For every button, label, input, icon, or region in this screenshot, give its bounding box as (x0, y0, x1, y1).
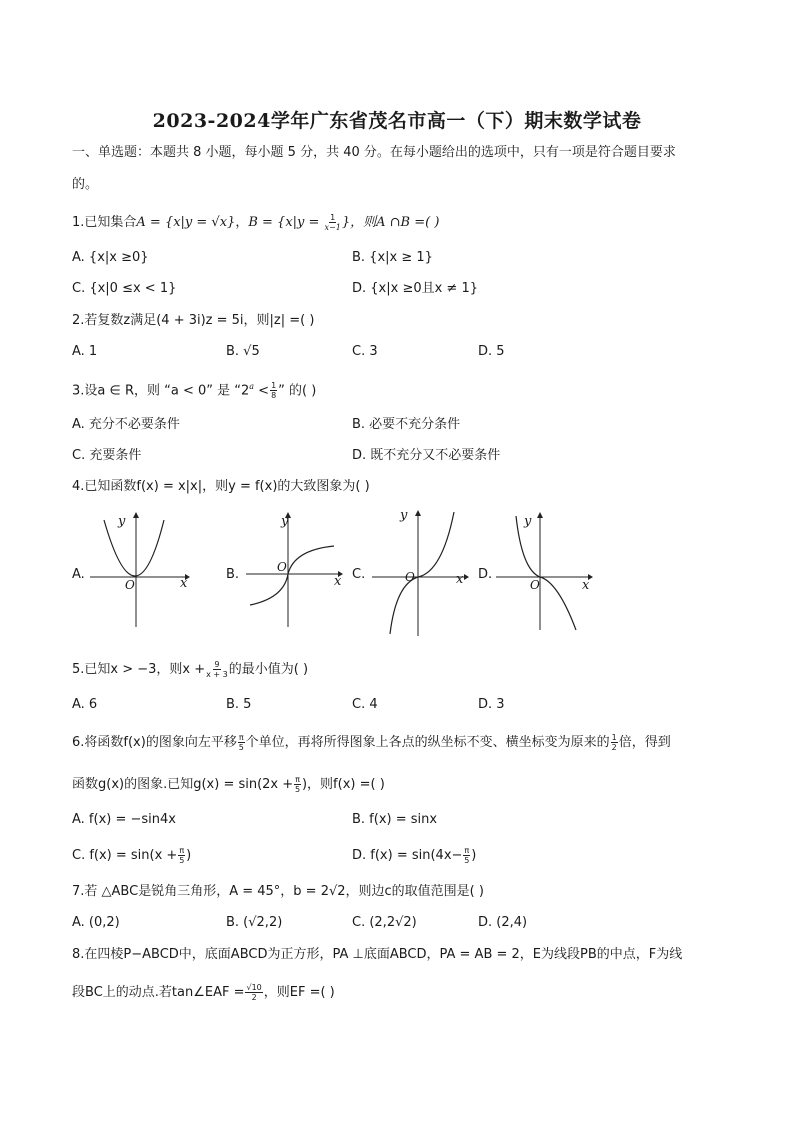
question-6-line2 (72, 775, 385, 794)
q6-option-c[interactable] (72, 846, 191, 865)
q1-set-b-pre: B = {x|y = (248, 215, 320, 230)
curve (390, 512, 454, 634)
q6-half-fraction (611, 733, 618, 752)
q6-option-d-text: D. f(x) = sin(4x− (352, 848, 463, 863)
axis-y-label: y (281, 514, 289, 529)
q5-frac-den: x + 3 (206, 670, 228, 679)
axis-x-label: x (180, 576, 188, 591)
axis-x-label: x (582, 578, 590, 593)
q4-graph-c[interactable] (372, 508, 472, 640)
q3-fraction (270, 381, 277, 400)
origin-label: O (530, 578, 540, 592)
axis-x-label: x (456, 572, 464, 587)
q3-stem-post: ” 的( ) (278, 383, 317, 399)
question-1-stem (72, 213, 439, 232)
q7-option-b[interactable]: B. (√2,2) (226, 915, 283, 930)
q6-d-num: π (464, 846, 470, 855)
q3-exponent: a (249, 382, 255, 391)
q5-option-c[interactable]: C. 4 (352, 697, 378, 712)
q1-sep: ， (235, 215, 249, 230)
question-2-stem: 2.若复数z满足(4 + 3i)z = 5i，则|z| =( ) (72, 313, 315, 328)
origin-label: O (405, 570, 415, 584)
q6-option-c-close: ) (186, 848, 192, 863)
axis-y-label: y (524, 514, 532, 529)
q5-fraction (206, 660, 228, 679)
q2-option-c[interactable]: C. 3 (352, 344, 378, 359)
q6-option-c-text: C. f(x) = sin(x + (72, 848, 178, 863)
q3-frac-den: 8 (271, 391, 277, 401)
q3-stem-pre: 3.设a ∈ R，则 “a < 0” 是 “2 (72, 383, 250, 399)
q4-graph-b[interactable] (246, 512, 346, 631)
q6-option-d-fraction (463, 846, 470, 865)
q3-frac-num: 1 (271, 381, 277, 391)
q8-line2-pre: 段BC上的动点.若tan∠EAF = (72, 985, 245, 1000)
question-6-line1 (72, 733, 671, 752)
q3-option-d[interactable]: D. 既不充分又不必要条件 (352, 448, 501, 463)
q4-option-b-label[interactable]: B. (226, 567, 240, 582)
question-5-stem (72, 660, 308, 679)
curve (516, 516, 576, 630)
q3-option-a[interactable]: A. 充分不必要条件 (72, 417, 180, 432)
q1-set-a: A = {x|y = √x} (136, 215, 236, 230)
q6-line2-post: )，则f(x) =( ) (301, 777, 385, 792)
q6-option-a[interactable]: A. f(x) = −sin4x (72, 812, 176, 827)
q6-d-den: 5 (464, 856, 470, 865)
q2-option-d[interactable]: D. 5 (478, 344, 505, 359)
q7-option-a[interactable]: A. (0,2) (72, 915, 120, 930)
q5-frac-num: 9 (214, 660, 220, 669)
axis-y-label: y (118, 514, 126, 529)
q7-option-d[interactable]: D. (2,4) (478, 915, 528, 930)
section-heading: 一、单选题：本题共 8 小题，每小题 5 分，共 40 分。在每小题给出的选项中，只有一项是符合题目要求 (72, 145, 676, 160)
q8-frac-num: √10 (246, 983, 262, 992)
q4-option-c-label[interactable]: C. (352, 567, 366, 582)
axis-x-label: x (334, 574, 342, 589)
q2-option-b[interactable]: B. √5 (226, 344, 260, 359)
q3-lt: < (254, 383, 270, 399)
q6-half-den: 2 (611, 743, 617, 752)
q6-option-d-close: ) (471, 848, 477, 863)
q1-frac-num: 1 (330, 213, 336, 222)
q1-option-d[interactable]: D. {x|x ≥0且x ≠ 1} (352, 281, 479, 296)
q1-frac-den: x−1 (324, 223, 341, 232)
y-arrow-icon (133, 512, 139, 518)
q1-option-c[interactable]: C. {x|0 ≤x < 1} (72, 281, 177, 296)
q6-line2-den: 5 (295, 785, 301, 794)
origin-label: O (277, 560, 287, 574)
x-arrow-icon (464, 574, 469, 580)
q8-frac-den: 2 (251, 993, 257, 1002)
q6-line1-pre: 6.将函数f(x)的图象向左平移 (72, 735, 237, 750)
q1-fraction (325, 213, 341, 232)
q6-pi-den: 5 (238, 743, 244, 752)
q6-option-c-fraction (178, 846, 185, 865)
q5-option-a[interactable]: A. 6 (72, 697, 98, 712)
q6-line2-pre: 函数g(x)的图象.已知g(x) = sin(2x + (72, 777, 294, 792)
q8-fraction (245, 983, 262, 1002)
q6-line1-mid: 个单位，再将所得图象上各点的纵坐标不变、横坐标变为原来的 (245, 735, 610, 750)
curve (250, 546, 334, 605)
y-arrow-icon (415, 510, 421, 516)
q4-option-d-label[interactable]: D. (478, 567, 493, 582)
axis-y-label: y (400, 508, 408, 523)
page-title: 2023-2024学年广东省茂名市高一（下）期末数学试卷 (152, 110, 642, 132)
q6-pi-fraction (238, 733, 245, 752)
q3-option-c[interactable]: C. 充要条件 (72, 448, 142, 463)
y-arrow-icon (537, 512, 543, 518)
q6-pi-num: π (238, 733, 244, 742)
q6-line2-fraction (294, 775, 301, 794)
q1-set-b-post: }，则A ∩B =( ) (341, 215, 440, 230)
question-4-stem: 4.已知函数f(x) = x|x|，则y = f(x)的大致图象为( ) (72, 479, 370, 494)
q7-option-c[interactable]: C. (2,2√2) (352, 915, 417, 930)
question-8-line1: 8.在四棱P−ABCD中，底面ABCD为正方形，PA ⊥底面ABCD，PA = AB = 2，E为线段PB的中点，F为线 (72, 947, 683, 962)
q8-line2-post: ，则EF =( ) (263, 985, 335, 1000)
q1-option-b[interactable]: B. {x|x ≥ 1} (352, 250, 433, 265)
q6-half-num: 1 (611, 733, 617, 742)
q6-c-den: 5 (179, 856, 185, 865)
q3-option-b[interactable]: B. 必要不充分条件 (352, 417, 461, 432)
curve (104, 520, 164, 576)
q5-stem-pre: 5.已知x > −3，则x + (72, 662, 206, 677)
question-3-stem (72, 378, 316, 400)
origin-label: O (125, 578, 135, 592)
q6-line2-num: π (295, 775, 300, 784)
q4-graph-d[interactable] (496, 512, 596, 634)
q1-option-a[interactable]: A. {x|x ≥0} (72, 250, 149, 265)
q5-option-b[interactable]: B. 5 (226, 697, 252, 712)
q5-option-d[interactable]: D. 3 (478, 697, 505, 712)
q6-option-b[interactable]: B. f(x) = sinx (352, 812, 438, 827)
q1-stem-pre: 1.已知集合 (72, 215, 137, 230)
section-heading-cont: 的。 (72, 177, 99, 192)
q6-line1-post: 倍，得到 (618, 735, 671, 750)
q4-option-a-label[interactable]: A. (72, 567, 85, 582)
q4-graph-a[interactable] (90, 512, 190, 631)
q5-stem-post: 的最小值为( ) (228, 662, 309, 677)
question-7-stem: 7.若 △ABC是锐角三角形，A = 45°，b = 2√2，则边c的取值范围是( ) (72, 884, 484, 899)
q2-option-a[interactable]: A. 1 (72, 344, 98, 359)
q6-option-d[interactable] (352, 846, 476, 865)
q6-c-num: π (179, 846, 185, 855)
question-8-line2 (72, 983, 335, 1002)
